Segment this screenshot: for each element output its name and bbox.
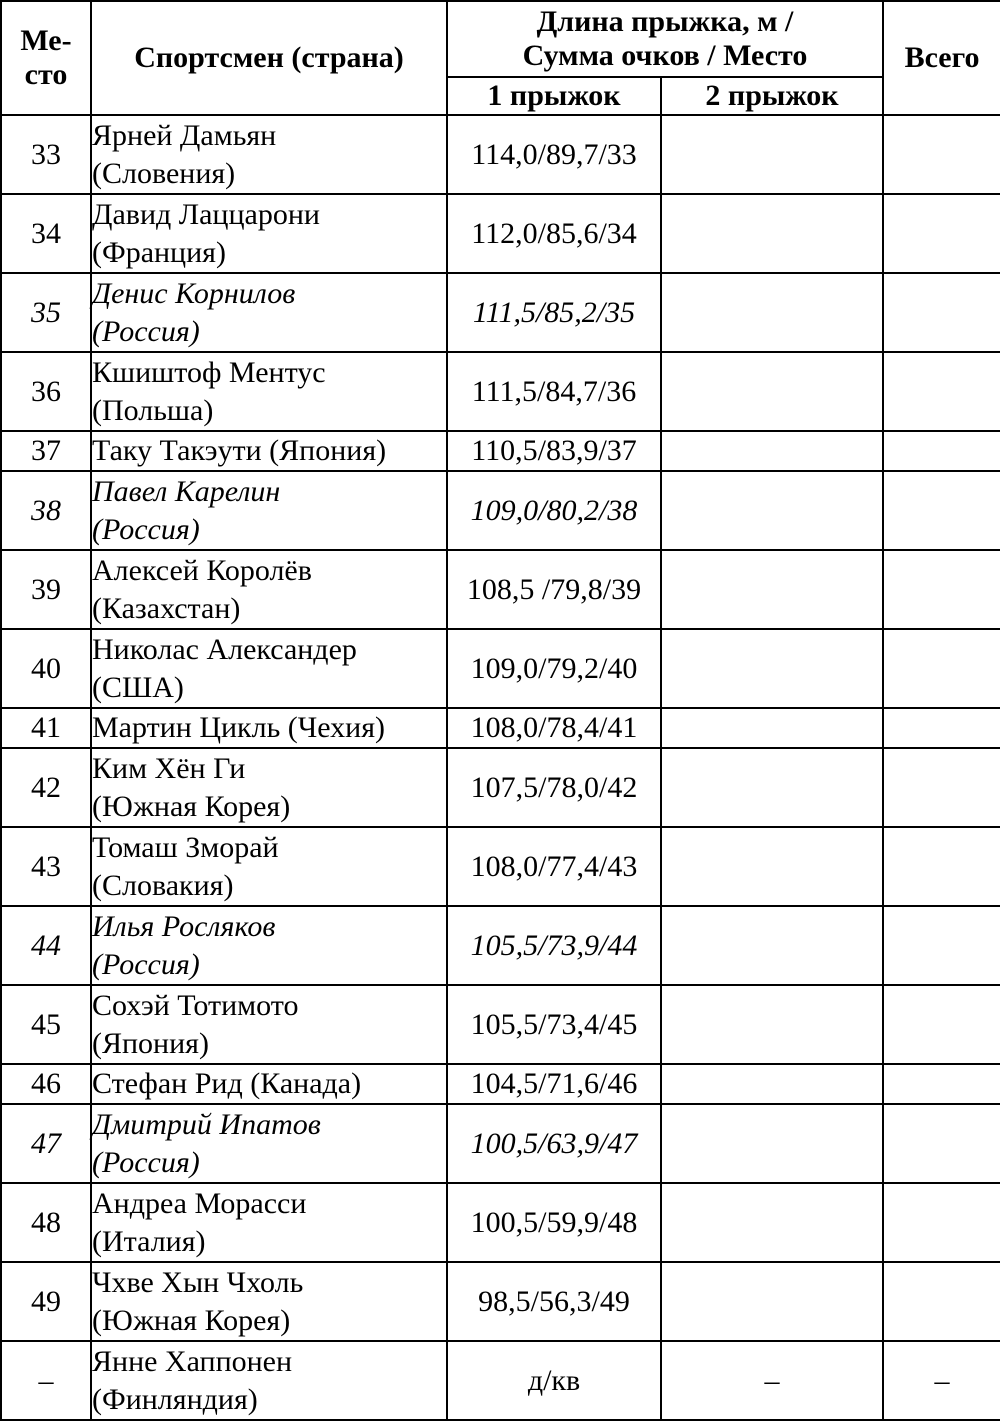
athlete-name: Ярней Дамьян: [92, 118, 277, 152]
athlete-country: (Россия): [92, 947, 200, 981]
jump2-cell: [661, 748, 883, 827]
athlete-cell: [91, 431, 447, 471]
table-header: [1, 1, 1000, 115]
table-row: [1, 906, 1000, 985]
jump1-cell: 111,5/84,7/36: [447, 352, 661, 431]
total-cell: [883, 906, 1000, 985]
table-row: [1, 1341, 1000, 1420]
jump2-cell: [661, 431, 883, 471]
place-cell: –: [1, 1341, 91, 1420]
table-row: [1, 194, 1000, 273]
place-cell: 44: [1, 906, 91, 985]
athlete-country: (Польша): [92, 393, 214, 427]
jump2-cell: [661, 708, 883, 748]
jump2-cell: –: [661, 1341, 883, 1420]
jump1-cell: 108,0/78,4/41: [447, 708, 661, 748]
table-row: [1, 550, 1000, 629]
total-cell: [883, 352, 1000, 431]
table-row: [1, 471, 1000, 550]
total-cell: [883, 194, 1000, 273]
jump2-cell: [661, 273, 883, 352]
place-cell: 46: [1, 1064, 91, 1104]
header-total: Всего: [883, 1, 1000, 115]
athlete-name: Андреа Морасси: [92, 1186, 307, 1220]
athlete-name: Денис Корнилов: [92, 276, 296, 310]
place-cell: 47: [1, 1104, 91, 1183]
header-place-line2: сто: [24, 58, 68, 91]
athlete-country: (Южная Корея): [92, 1303, 291, 1337]
jump2-cell: [661, 629, 883, 708]
total-cell: [883, 1183, 1000, 1262]
place-cell: 48: [1, 1183, 91, 1262]
athlete-name: Николас Александер: [92, 632, 357, 666]
jump1-cell: 108,0/77,4/43: [447, 827, 661, 906]
table-row: [1, 1183, 1000, 1262]
header-row-1: [1, 1, 1000, 77]
place-cell: 41: [1, 708, 91, 748]
athlete-country: (Япония): [92, 1026, 209, 1060]
jump1-cell: 100,5/59,9/48: [447, 1183, 661, 1262]
jump2-cell: [661, 985, 883, 1064]
total-cell: [883, 827, 1000, 906]
athlete-name: Павел Карелин: [92, 474, 281, 508]
athlete-country: (Финляндия): [92, 1382, 258, 1416]
athlete-country: (Италия): [92, 1224, 206, 1258]
athlete-country: (Словакия): [92, 868, 234, 902]
jump1-cell: 107,5/78,0/42: [447, 748, 661, 827]
place-cell: 33: [1, 115, 91, 194]
jump1-cell: 109,0/79,2/40: [447, 629, 661, 708]
athlete-cell: [91, 1262, 447, 1341]
total-cell: [883, 748, 1000, 827]
place-cell: 42: [1, 748, 91, 827]
jump1-cell: 112,0/85,6/34: [447, 194, 661, 273]
total-cell: [883, 629, 1000, 708]
total-cell: [883, 550, 1000, 629]
athlete-name: Таку Такэути (Япония): [92, 434, 387, 467]
athlete-cell: [91, 1341, 447, 1420]
athlete-name: Чхве Хын Чхоль: [92, 1265, 304, 1299]
total-cell: [883, 471, 1000, 550]
athlete-country: (США): [92, 670, 184, 704]
place-cell: 37: [1, 431, 91, 471]
total-cell: [883, 273, 1000, 352]
total-cell: –: [883, 1341, 1000, 1420]
athlete-cell: [91, 708, 447, 748]
table-row: [1, 431, 1000, 471]
jump1-cell: 105,5/73,4/45: [447, 985, 661, 1064]
table-row: [1, 985, 1000, 1064]
athlete-name: Стефан Рид (Канада): [92, 1067, 362, 1100]
athlete-cell: [91, 1104, 447, 1183]
jump2-cell: [661, 352, 883, 431]
total-cell: [883, 431, 1000, 471]
total-cell: [883, 985, 1000, 1064]
total-cell: [883, 1262, 1000, 1341]
athlete-name: Мартин Цикль (Чехия): [92, 711, 386, 744]
athlete-country: (Россия): [92, 314, 200, 348]
header-jump1: 1 прыжок: [447, 77, 661, 115]
athlete-country: (Словения): [92, 156, 236, 190]
jump2-cell: [661, 906, 883, 985]
header-jump-group-line2: Сумма очков / Место: [522, 39, 808, 72]
place-cell: 49: [1, 1262, 91, 1341]
jump1-cell: 108,5 /79,8/39: [447, 550, 661, 629]
athlete-name: Илья Росляков: [92, 909, 276, 943]
jump2-cell: [661, 827, 883, 906]
jump1-cell: 114,0/89,7/33: [447, 115, 661, 194]
athlete-cell: [91, 194, 447, 273]
athlete-cell: [91, 273, 447, 352]
athlete-country: (Южная Корея): [92, 789, 291, 823]
athlete-name: Янне Хаппонен: [92, 1344, 293, 1378]
jump1-cell: 100,5/63,9/47: [447, 1104, 661, 1183]
place-cell: 39: [1, 550, 91, 629]
place-cell: 38: [1, 471, 91, 550]
header-athlete: Спортсмен (страна): [91, 1, 447, 115]
jump2-cell: [661, 1104, 883, 1183]
athlete-cell: [91, 1183, 447, 1262]
athlete-cell: [91, 906, 447, 985]
jump1-cell: 111,5/85,2/35: [447, 273, 661, 352]
jump1-cell: 105,5/73,9/44: [447, 906, 661, 985]
athlete-name: Давид Лаццарони: [92, 197, 320, 231]
header-jump-group: [447, 1, 883, 77]
jump2-cell: [661, 194, 883, 273]
table-body: [1, 115, 1000, 1420]
place-cell: 34: [1, 194, 91, 273]
jump2-cell: [661, 1064, 883, 1104]
table-row: [1, 748, 1000, 827]
athlete-cell: [91, 550, 447, 629]
total-cell: [883, 1064, 1000, 1104]
jump1-cell: 109,0/80,2/38: [447, 471, 661, 550]
table-row: [1, 827, 1000, 906]
table-row: [1, 629, 1000, 708]
athlete-cell: [91, 1064, 447, 1104]
place-cell: 45: [1, 985, 91, 1064]
jump2-cell: [661, 1262, 883, 1341]
table-row: [1, 115, 1000, 194]
athlete-cell: [91, 115, 447, 194]
athlete-country: (Казахстан): [92, 591, 241, 625]
jump1-cell: 104,5/71,6/46: [447, 1064, 661, 1104]
table-row: [1, 273, 1000, 352]
total-cell: [883, 115, 1000, 194]
athlete-name: Томаш Зморай: [92, 830, 279, 864]
jump1-cell: 98,5/56,3/49: [447, 1262, 661, 1341]
athlete-cell: [91, 985, 447, 1064]
header-jump2: 2 прыжок: [661, 77, 883, 115]
athlete-name: Дмитрий Ипатов: [92, 1107, 321, 1141]
athlete-name: Алексей Королёв: [92, 553, 312, 587]
athlete-cell: [91, 352, 447, 431]
jump2-cell: [661, 550, 883, 629]
place-cell: 35: [1, 273, 91, 352]
athlete-name: Сохэй Тотимото: [92, 988, 299, 1022]
table-row: [1, 1262, 1000, 1341]
athlete-country: (Россия): [92, 1145, 200, 1179]
place-cell: 43: [1, 827, 91, 906]
jump1-cell: 110,5/83,9/37: [447, 431, 661, 471]
athlete-name: Кшиштоф Ментус: [92, 355, 326, 389]
athlete-country: (Франция): [92, 235, 226, 269]
athlete-cell: [91, 748, 447, 827]
jump2-cell: [661, 115, 883, 194]
total-cell: [883, 1104, 1000, 1183]
table-row: [1, 1104, 1000, 1183]
jump2-cell: [661, 1183, 883, 1262]
jump2-cell: [661, 471, 883, 550]
athlete-cell: [91, 629, 447, 708]
jump1-cell: д/кв: [447, 1341, 661, 1420]
athlete-country: (Россия): [92, 512, 200, 546]
place-cell: 40: [1, 629, 91, 708]
athlete-cell: [91, 471, 447, 550]
place-cell: 36: [1, 352, 91, 431]
table-row: [1, 1064, 1000, 1104]
athlete-cell: [91, 827, 447, 906]
header-place-line1: Ме-: [20, 24, 72, 57]
table-row: [1, 708, 1000, 748]
table-row: [1, 352, 1000, 431]
header-place: [1, 1, 91, 115]
header-jump-group-line1: Длина прыжка, м /: [536, 5, 794, 38]
athlete-name: Ким Хён Ги: [92, 751, 246, 785]
total-cell: [883, 708, 1000, 748]
